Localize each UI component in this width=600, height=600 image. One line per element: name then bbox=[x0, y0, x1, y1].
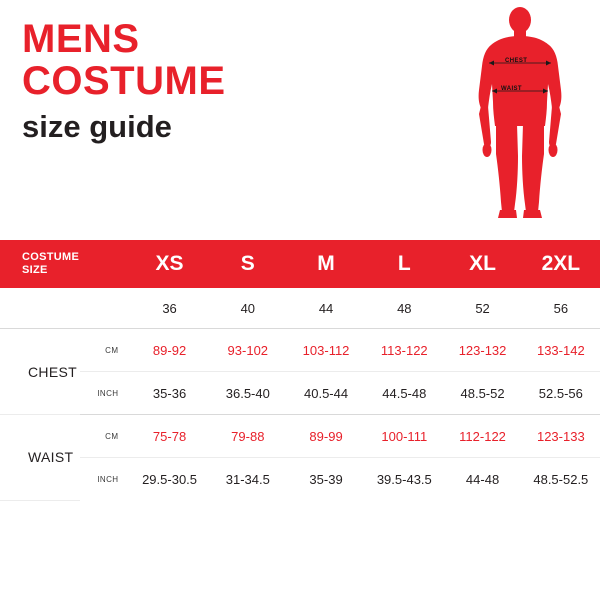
numeric-size-2xl: 56 bbox=[522, 288, 600, 329]
waist-cm-m: 89-99 bbox=[287, 415, 365, 458]
table-head bbox=[0, 240, 600, 288]
waist-cm-xs: 75-78 bbox=[130, 415, 208, 458]
table-row bbox=[0, 458, 600, 501]
page-title-line-1: MENS bbox=[22, 17, 140, 61]
measurement-label-chest: CHEST bbox=[0, 329, 80, 415]
waist-cm-xl: 112-122 bbox=[443, 415, 521, 458]
unit-label-chest-cm: CM bbox=[80, 329, 130, 372]
waist-inch-s: 31-34.5 bbox=[225, 471, 270, 487]
table-header-row bbox=[0, 240, 600, 288]
waist-inch-l: 39.5-43.5 bbox=[376, 471, 432, 487]
figure-waist-label: WAIST bbox=[501, 86, 522, 92]
chest-cm-xs: 89-92 bbox=[130, 329, 208, 372]
unit-label-chest-inch: INCH bbox=[80, 372, 130, 415]
waist-inch-xl: 44-48 bbox=[465, 471, 500, 487]
chest-cm-l: 113-122 bbox=[365, 329, 443, 372]
numeric-size-s: 40 bbox=[209, 288, 287, 329]
table-body bbox=[0, 288, 600, 500]
column-header-size-l: L bbox=[397, 252, 411, 275]
size-chart-table bbox=[0, 240, 600, 501]
numeric-size-m: 44 bbox=[287, 288, 365, 329]
numeric-size-xl: 52 bbox=[443, 288, 521, 329]
unit-label-waist-inch: INCH bbox=[97, 474, 119, 484]
chest-inch-2xl: 52.5-56 bbox=[522, 372, 600, 415]
numeric-row-label-spacer bbox=[0, 288, 80, 329]
chest-cm-m: 103-112 bbox=[287, 329, 365, 372]
waist-cm-l: 100-111 bbox=[365, 415, 443, 458]
numeric-row-unit-spacer bbox=[80, 288, 130, 329]
measurement-label-waist: WAIST bbox=[0, 415, 80, 501]
column-header-costume-size bbox=[0, 240, 130, 288]
male-body-silhouette-icon bbox=[455, 6, 585, 226]
waist-cm-2xl: 123-133 bbox=[522, 415, 600, 458]
chest-inch-m: 40.5-44 bbox=[287, 372, 365, 415]
chest-cm-xl: 123-132 bbox=[443, 329, 521, 372]
column-header-size-m: M bbox=[317, 252, 335, 275]
table-row-numeric-sizes bbox=[0, 288, 600, 329]
numeric-size-xs: 36 bbox=[130, 288, 208, 329]
table-row bbox=[0, 415, 600, 458]
page-subtitle: size guide bbox=[22, 109, 172, 144]
column-header-size-s: S bbox=[240, 252, 255, 275]
waist-inch-m: 35-39 bbox=[309, 471, 343, 487]
chest-cm-s: 93-102 bbox=[209, 329, 287, 372]
waist-inch-2xl: 48.5-52.5 bbox=[533, 471, 589, 487]
chest-inch-s: 36.5-40 bbox=[209, 372, 287, 415]
page-title-line-2: COSTUME bbox=[22, 59, 226, 103]
chest-inch-xl: 48.5-52 bbox=[443, 372, 521, 415]
table-row bbox=[0, 329, 600, 372]
table-row bbox=[0, 372, 600, 415]
chest-inch-l: 44.5-48 bbox=[365, 372, 443, 415]
unit-label-waist-cm: CM bbox=[80, 415, 130, 458]
figure-chest-label: CHEST bbox=[505, 58, 528, 64]
header bbox=[0, 0, 600, 232]
chest-inch-xs: 35-36 bbox=[130, 372, 208, 415]
numeric-size-l: 48 bbox=[365, 288, 443, 329]
title-block bbox=[22, 18, 422, 144]
waist-cm-s: 79-88 bbox=[209, 415, 287, 458]
size-chart bbox=[0, 240, 600, 501]
column-header-line-1: COSTUME bbox=[22, 251, 80, 263]
column-header-line-2: SIZE bbox=[22, 264, 48, 276]
column-header-size-xs: XS bbox=[155, 252, 184, 275]
column-header-size-2xl: 2XL bbox=[541, 252, 581, 275]
column-header-size-xl: XL bbox=[469, 252, 496, 275]
waist-inch-xs: 29.5-30.5 bbox=[142, 471, 198, 487]
chest-cm-2xl: 133-142 bbox=[522, 329, 600, 372]
